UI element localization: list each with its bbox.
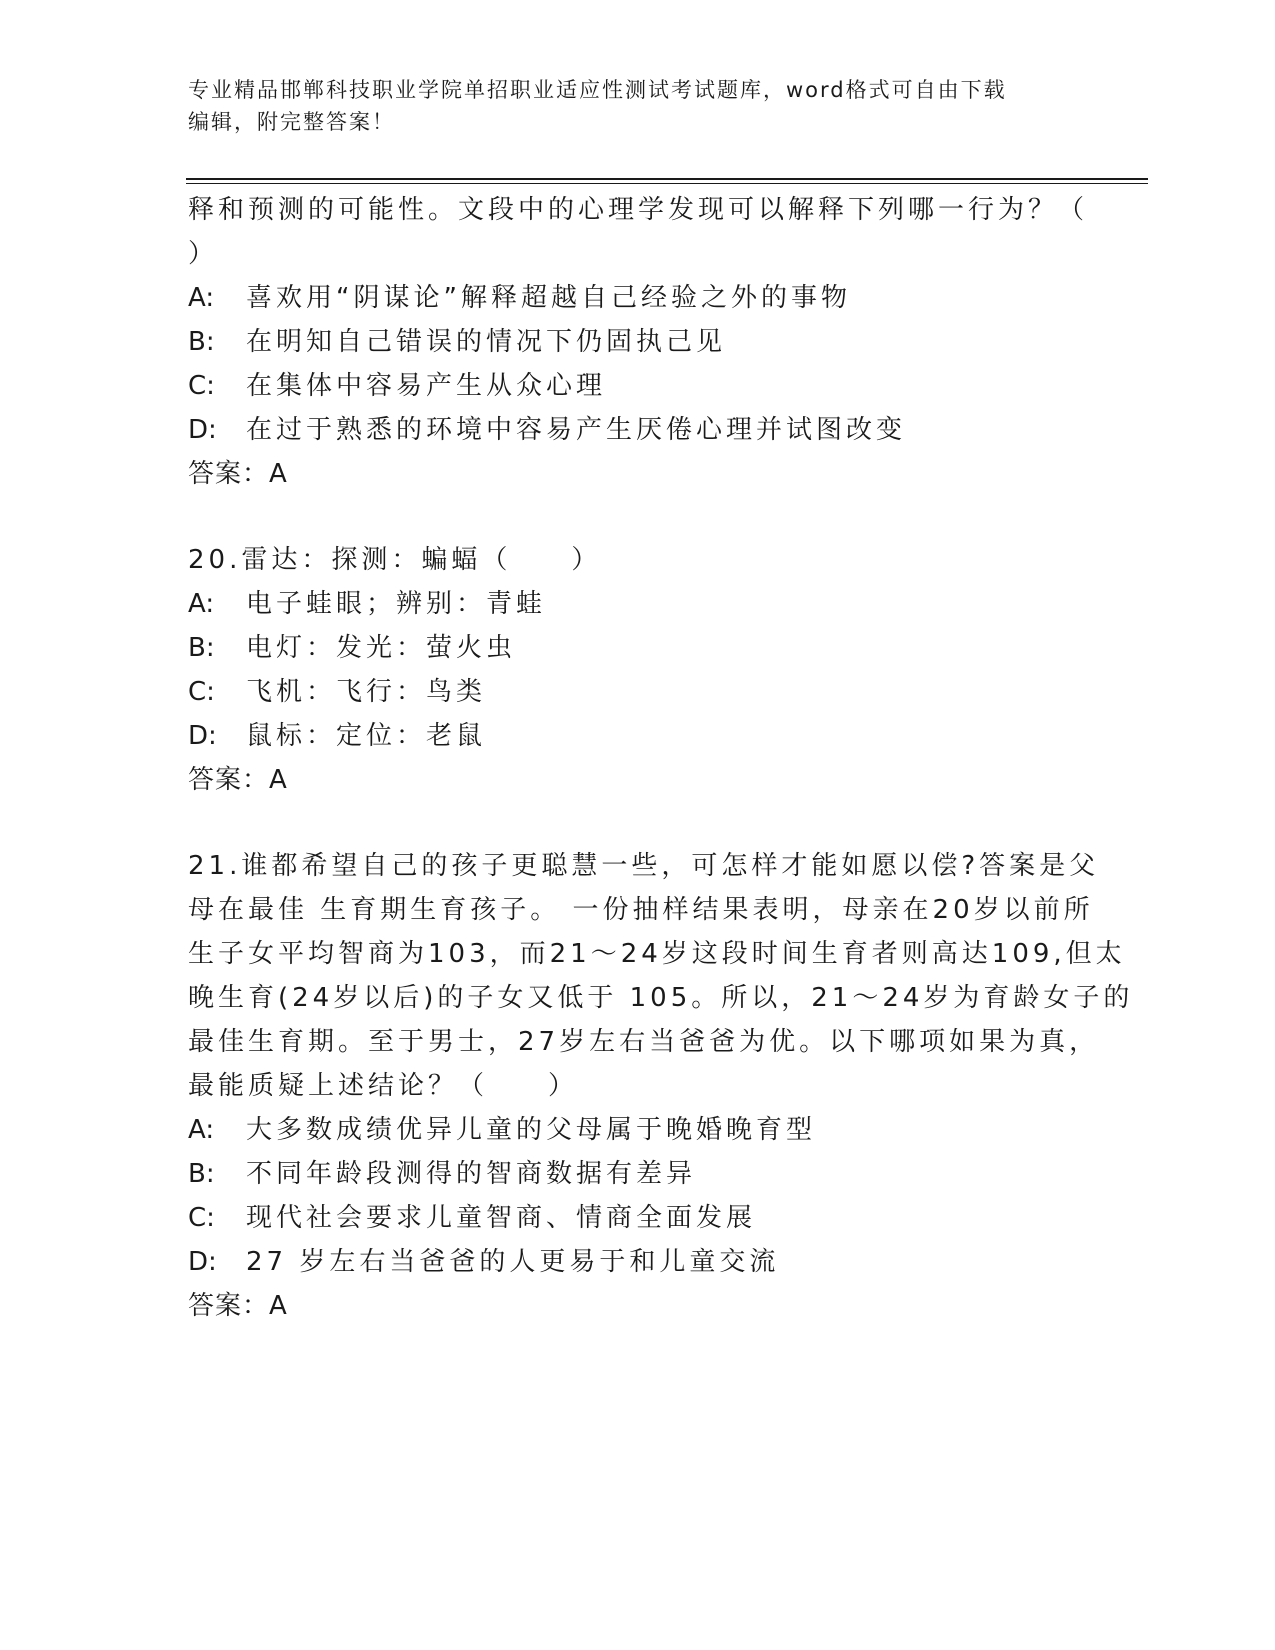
option-text: 在明知自己错误的情况下仍固执己见 (246, 327, 727, 357)
q19-option-a (188, 281, 851, 315)
q21-stem-line-4: 晚生育(24岁以后)的子女又低于 105。所以，21～24岁为育龄女子的 (188, 983, 1134, 1013)
header-divider-thick (186, 178, 1148, 180)
option-text: 鼠标：定位：老鼠 (246, 721, 487, 751)
q19-stem-line-1: 释和预测的可能性。文段中的心理学发现可以解释下列哪一行为？（ (188, 195, 1089, 225)
option-text: 电灯：发光：萤火虫 (246, 633, 517, 663)
option-key: C: (188, 1203, 215, 1233)
header-divider-thin (186, 183, 1148, 184)
option-text: 在集体中容易产生从众心理 (246, 371, 607, 401)
option-key: D: (188, 721, 217, 751)
q19-option-c (188, 369, 606, 403)
q21-option-a (188, 1113, 816, 1147)
q20-answer: 答案：A (188, 765, 288, 795)
option-text: 在过于熟悉的环境中容易产生厌倦心理并试图改变 (246, 415, 907, 445)
header-line-1: 专业精品邯郸科技职业学院单招职业适应性测试考试题库，word格式可自由下载 (188, 78, 1007, 102)
option-key: A: (188, 283, 215, 313)
option-key: B: (188, 1159, 215, 1189)
option-key: B: (188, 633, 215, 663)
q20-option-d (188, 719, 486, 753)
document-header (188, 74, 1088, 138)
option-key: A: (188, 589, 215, 619)
option-text: 喜欢用“阴谋论”解释超越自己经验之外的事物 (246, 283, 851, 313)
option-text: 不同年龄段测得的智商数据有差异 (246, 1159, 697, 1189)
option-key: A: (188, 1115, 215, 1145)
option-key: D: (188, 415, 217, 445)
q20-option-c (188, 675, 486, 709)
option-key: B: (188, 327, 215, 357)
q19-option-b (188, 325, 726, 359)
q19-answer: 答案：A (188, 459, 288, 489)
q21-option-d (188, 1245, 779, 1279)
q21-stem-line-5: 最佳生育期。至于男士，27岁左右当爸爸为优。以下哪项如果为真， (188, 1027, 1100, 1057)
option-key: C: (188, 677, 215, 707)
q21-answer: 答案：A (188, 1291, 288, 1321)
option-text: 电子蛙眼；辨别：青蛙 (246, 589, 547, 619)
q20-option-a (188, 587, 546, 621)
q19-stem-line-2: ） (188, 239, 219, 269)
q21-option-c (188, 1201, 756, 1235)
option-text: 大多数成绩优异儿童的父母属于晚婚晚育型 (246, 1115, 817, 1145)
option-text: 飞机：飞行：鸟类 (246, 677, 487, 707)
option-key: D: (188, 1247, 217, 1277)
q20-option-b (188, 631, 516, 665)
q21-stem-line-3: 生子女平均智商为103，而21～24岁这段时间生育者则高达109,但太 (188, 939, 1126, 969)
q21-stem-line-2: 母在最佳 生育期生育孩子。 一份抽样结果表明，母亲在20岁以前所 (188, 895, 1094, 925)
q21-stem-line-1: 21.谁都希望自己的孩子更聪慧一些，可怎样才能如愿以偿?答案是父 (188, 851, 1100, 881)
q20-stem: 20.雷达：探测：蝙蝠（ ） (188, 545, 602, 575)
option-text: 27 岁左右当爸爸的人更易于和儿童交流 (246, 1247, 780, 1277)
option-text: 现代社会要求儿童智商、情商全面发展 (246, 1203, 757, 1233)
q21-stem-line-6: 最能质疑上述结论？（ ） (188, 1071, 579, 1101)
q19-option-d (188, 413, 906, 447)
header-line-2: 编辑，附完整答案！ (188, 110, 395, 134)
q21-option-b (188, 1157, 696, 1191)
option-key: C: (188, 371, 215, 401)
